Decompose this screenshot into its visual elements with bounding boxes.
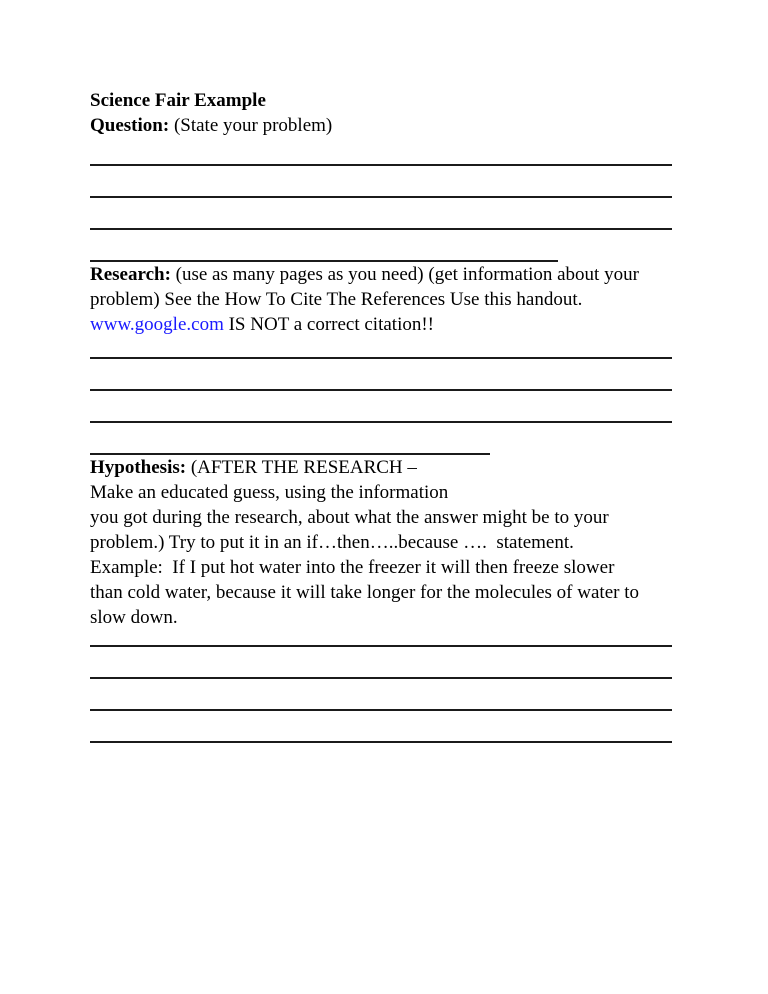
hypothesis-line3: you got during the research, about what the answer might be to your (90, 507, 609, 528)
hypothesis-label: Hypothesis: (90, 457, 187, 478)
question-answer-lines (90, 138, 672, 262)
hypothesis-line6: than cold water, because it will take longer for the molecules of water to (90, 582, 639, 603)
hypothesis-paragraph (90, 455, 672, 630)
answer-line (90, 198, 672, 230)
answer-line (90, 679, 672, 711)
answer-line (90, 166, 672, 198)
answer-line (90, 138, 672, 166)
research-instructions-line3: IS NOT a correct citation!! (223, 314, 435, 335)
research-instructions-line1: (use as many pages as you need) (get information about your (170, 264, 639, 285)
research-label: Research: (90, 264, 171, 285)
answer-line (90, 359, 672, 391)
hypothesis-line4: problem.) Try to put it in an if…then…..because …. statement. (90, 532, 574, 553)
answer-line (90, 711, 672, 743)
hypothesis-answer-lines (90, 630, 672, 743)
answer-line (90, 391, 672, 423)
answer-line (90, 423, 490, 455)
question-heading (90, 113, 672, 138)
hypothesis-line2: Make an educated guess, using the information (90, 482, 449, 503)
google-link[interactable]: www.google.com (90, 314, 224, 335)
page-title: Science Fair Example (90, 90, 266, 111)
hypothesis-line5: Example: If I put hot water into the freezer it will then freeze slower (90, 557, 615, 578)
research-answer-lines (90, 337, 672, 455)
answer-line (90, 230, 558, 262)
hypothesis-line1: (AFTER THE RESEARCH – (186, 457, 417, 478)
answer-line (90, 337, 672, 359)
question-label: Question: (90, 115, 170, 136)
question-prompt: (State your problem) (169, 115, 333, 136)
research-paragraph (90, 262, 672, 337)
answer-line (90, 630, 672, 647)
research-instructions-line2: problem) See the How To Cite The References Use this handout. (90, 289, 583, 310)
answer-line (90, 647, 672, 679)
hypothesis-line7: slow down. (90, 607, 178, 628)
